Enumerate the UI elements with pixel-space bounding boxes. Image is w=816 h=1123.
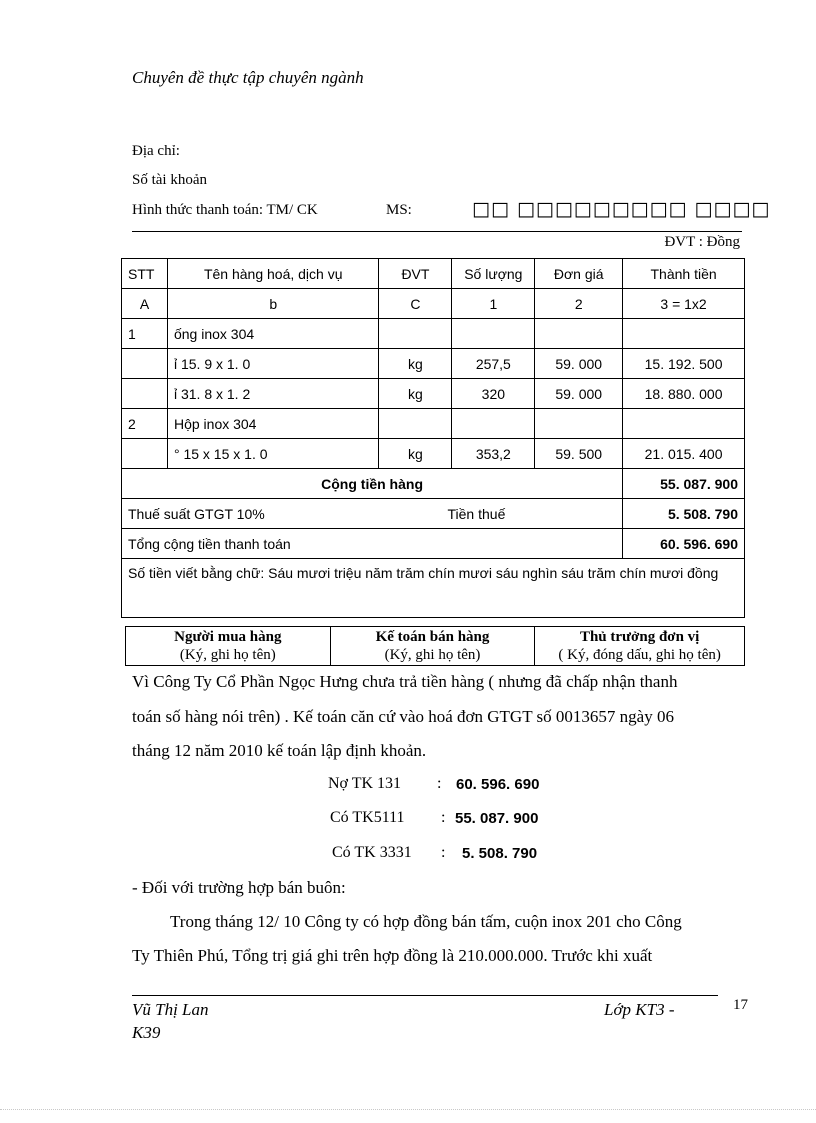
ms-label: MS: bbox=[386, 202, 412, 218]
row-stt bbox=[122, 349, 168, 379]
signature-title: Thủ trưởng đơn vị bbox=[579, 629, 700, 645]
header-name: Tên hàng hoá, dịch vụ bbox=[167, 259, 379, 289]
row-stt: 1 bbox=[122, 319, 168, 349]
vat-value: 5. 508. 790 bbox=[623, 499, 745, 529]
signature-head-of-unit bbox=[535, 627, 745, 666]
page-number: 17 bbox=[733, 997, 748, 1013]
account-label: Số tài khoản bbox=[132, 172, 207, 188]
header-amount: Thành tiền bbox=[623, 259, 745, 289]
entry-credit-revenue-label: Có TK5111 bbox=[330, 809, 405, 826]
row-price bbox=[535, 409, 623, 439]
row-stt bbox=[122, 379, 168, 409]
row-unit: kg bbox=[379, 379, 452, 409]
row-amount: 15. 192. 500 bbox=[623, 349, 745, 379]
row-qty: 353,2 bbox=[452, 439, 535, 469]
header-unit: ĐVT bbox=[379, 259, 452, 289]
footer-cohort: K39 bbox=[132, 1023, 161, 1042]
amount-in-words: Số tiền viết bằng chữ: Sáu mươi triệu năm trăm chín mươi sáu nghìn sáu trăm chín mươi đồng bbox=[122, 559, 745, 618]
currency-unit-label: ĐVT : Đồng bbox=[664, 234, 740, 250]
row-qty bbox=[452, 409, 535, 439]
vat-cell bbox=[122, 499, 623, 529]
row-name: ỉ 31. 8 x 1. 2 bbox=[167, 379, 379, 409]
code-cell: b bbox=[167, 289, 379, 319]
entry-credit-revenue-value: 55. 087. 900 bbox=[455, 810, 539, 827]
row-price bbox=[535, 319, 623, 349]
table-row bbox=[122, 349, 745, 379]
total-value: 60. 596. 690 bbox=[623, 529, 745, 559]
entry-debit-label: Nợ TK 131 bbox=[328, 775, 402, 792]
invoice-table bbox=[121, 258, 745, 618]
paragraph-line: tháng 12 năm 2010 kế toán lập định khoản. bbox=[132, 741, 427, 760]
entry-credit-vat-value: 5. 508. 790 bbox=[462, 845, 538, 862]
row-amount bbox=[623, 409, 745, 439]
table-row bbox=[122, 439, 745, 469]
signature-row bbox=[126, 627, 745, 666]
subtotal-label: Cộng tiền hàng bbox=[122, 469, 623, 499]
table-code-row bbox=[122, 289, 745, 319]
entry-credit-vat-label: Có TK 3331 bbox=[332, 844, 412, 861]
footer-class: Lớp KT3 - bbox=[604, 1000, 675, 1019]
row-name: ỉ 15. 9 x 1. 0 bbox=[167, 349, 379, 379]
code-cell: C bbox=[379, 289, 452, 319]
header-title: Chuyên đề thực tập chuyên ngành bbox=[132, 68, 364, 87]
total-row bbox=[122, 529, 745, 559]
row-unit: kg bbox=[379, 439, 452, 469]
row-price: 59. 000 bbox=[535, 349, 623, 379]
signature-sales-accountant bbox=[330, 627, 535, 666]
entry-debit-value: 60. 596. 690 bbox=[456, 776, 540, 793]
table-row bbox=[122, 379, 745, 409]
footer-author: Vũ Thị Lan bbox=[132, 1000, 209, 1019]
header-price: Đơn giá bbox=[535, 259, 623, 289]
signature-buyer bbox=[126, 627, 331, 666]
paragraph-line: Ty Thiên Phú, Tổng trị giá ghi trên hợp đồng là 210.000.000. Trước khi xuất bbox=[132, 946, 653, 965]
signature-note: (Ký, ghi họ tên) bbox=[179, 647, 276, 663]
signature-title: Người mua hàng bbox=[174, 629, 282, 645]
vat-label: Tiền thuế bbox=[447, 505, 506, 522]
code-cell: 3 = 1x2 bbox=[623, 289, 745, 319]
row-name: ° 15 x 15 x 1. 0 bbox=[167, 439, 379, 469]
row-price: 59. 500 bbox=[535, 439, 623, 469]
paragraph-line: Vì Công Ty Cổ Phần Ngọc Hưng chưa trả tiền hàng ( nhưng đã chấp nhận thanh bbox=[132, 672, 678, 691]
row-qty: 320 bbox=[452, 379, 535, 409]
row-stt bbox=[122, 439, 168, 469]
table-row bbox=[122, 319, 745, 349]
code-cell: A bbox=[122, 289, 168, 319]
signature-note: ( Ký, đóng dấu, ghi họ tên) bbox=[558, 647, 721, 663]
entry-colon: : bbox=[437, 775, 442, 792]
code-cell: 1 bbox=[452, 289, 535, 319]
paragraph-line: Trong tháng 12/ 10 Công ty có hợp đồng bán tấm, cuộn inox 201 cho Công bbox=[170, 912, 682, 931]
row-unit bbox=[379, 319, 452, 349]
code-cell: 2 bbox=[535, 289, 623, 319]
row-qty bbox=[452, 319, 535, 349]
signature-note: (Ký, ghi họ tên) bbox=[384, 647, 481, 663]
entry-colon: : bbox=[441, 844, 446, 861]
row-amount: 18. 880. 000 bbox=[623, 379, 745, 409]
table-header-row bbox=[122, 259, 745, 289]
row-unit bbox=[379, 409, 452, 439]
divider-footer bbox=[132, 995, 718, 996]
vat-row bbox=[122, 499, 745, 529]
entry-colon: : bbox=[441, 809, 446, 826]
subtotal-value: 55. 087. 900 bbox=[623, 469, 745, 499]
row-amount: 21. 015. 400 bbox=[623, 439, 745, 469]
row-stt: 2 bbox=[122, 409, 168, 439]
header-qty: Số lượng bbox=[452, 259, 535, 289]
payment-method-label: Hình thức thanh toán: TM/ CK bbox=[132, 202, 318, 218]
row-unit: kg bbox=[379, 349, 452, 379]
header-stt: STT bbox=[122, 259, 168, 289]
vat-rate-label: Thuế suất GTGT 10% bbox=[128, 505, 265, 522]
signature-title: Kế toán bán hàng bbox=[375, 629, 490, 645]
amount-in-words-row bbox=[122, 559, 745, 618]
row-name: ống inox 304 bbox=[167, 319, 379, 349]
subtotal-row bbox=[122, 469, 745, 499]
row-price: 59. 000 bbox=[535, 379, 623, 409]
ms-code-boxes: □□ □□□□□□□□□ □□□□ bbox=[472, 198, 771, 220]
signature-table bbox=[125, 626, 745, 666]
row-amount bbox=[623, 319, 745, 349]
address-label: Địa chỉ: bbox=[132, 143, 180, 159]
page-edge-divider bbox=[0, 1109, 816, 1110]
total-label: Tổng cộng tiền thanh toán bbox=[122, 529, 623, 559]
row-name: Hộp inox 304 bbox=[167, 409, 379, 439]
section-heading: - Đối với trường hợp bán buôn: bbox=[132, 878, 346, 897]
row-qty: 257,5 bbox=[452, 349, 535, 379]
table-row bbox=[122, 409, 745, 439]
divider-top bbox=[132, 231, 742, 232]
paragraph-line: toán số hàng nói trên) . Kế toán căn cứ vào hoá đơn GTGT số 0013657 ngày 06 bbox=[132, 707, 674, 726]
